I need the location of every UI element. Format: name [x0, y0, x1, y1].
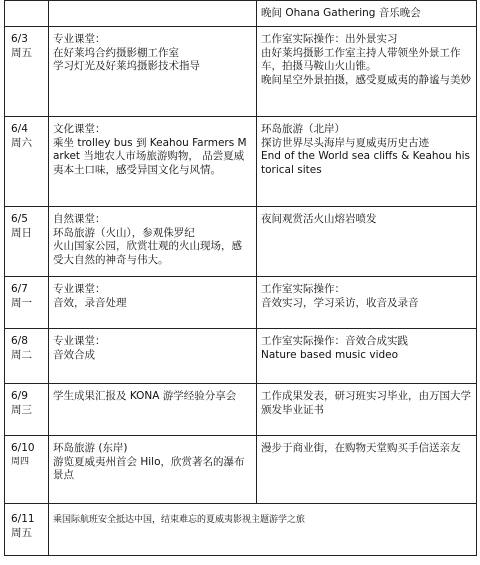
table-row: [5, 1, 477, 27]
morning-line: 学习灯光及好莱坞摄影技术指导: [53, 60, 200, 72]
weekday-text: 周一: [11, 296, 32, 309]
morning-line: 专业课堂：: [53, 335, 106, 347]
morning-cell: [49, 436, 257, 504]
afternoon-line: 由好莱坞摄影工作室主持人带领坐外景工作车，拍摄马鞍山火山锥。: [261, 46, 461, 72]
afternoon-line: 工作成果发表，研习班实习毕业，由万国大学颁发毕业证书: [261, 390, 471, 416]
afternoon-cell: [257, 436, 477, 504]
morning-line: 音效合成: [53, 348, 95, 361]
date-text: 6/9: [11, 390, 28, 402]
date-text: 6/5: [11, 213, 28, 225]
afternoon-cell: [257, 329, 477, 384]
table-row: [5, 384, 477, 436]
weekday-text: 周三: [11, 403, 32, 416]
weekday-text: 周五: [11, 526, 32, 539]
afternoon-line: 工作室实际操作：出外景实习: [261, 33, 398, 45]
date-cell: [5, 384, 49, 436]
morning-line: 文化课堂：: [53, 123, 106, 135]
afternoon-line: End of the World sea cliffs & Keahou historical sites: [261, 150, 470, 176]
afternoon-cell: [257, 1, 477, 27]
afternoon-line: 工作室实际操作：: [261, 283, 345, 295]
itinerary-table: [4, 0, 477, 556]
date-cell: [5, 27, 49, 117]
date-text: 6/4: [11, 123, 28, 135]
date-cell: [5, 277, 49, 329]
table-row: [5, 504, 477, 556]
date-text: 6/11: [11, 513, 35, 525]
table-row: [5, 329, 477, 384]
afternoon-line: Nature based music video: [261, 348, 399, 361]
afternoon-cell: [257, 277, 477, 329]
afternoon-line: 音效实习，学习采访，收音及录音: [261, 296, 419, 309]
morning-line: 环岛旅游 (东岸): [53, 442, 128, 454]
morning-cell: [49, 277, 257, 329]
morning-line: 专业课堂：: [53, 283, 106, 295]
weekday-text: 周五: [11, 46, 32, 59]
date-cell: [5, 1, 49, 27]
afternoon-line: 工作室实际操作：音效合成实践: [261, 335, 408, 347]
date-cell: [5, 436, 49, 504]
morning-cell: [49, 207, 257, 277]
closing-cell: [49, 504, 477, 556]
morning-cell: [49, 117, 257, 207]
morning-cell: [49, 1, 257, 27]
morning-line: 火山国家公园，欣赏壮观的火山现场，感受大自然的神奇与伟大。: [53, 240, 242, 266]
afternoon-line: 晚间 Ohana Gathering 音乐晚会: [261, 7, 421, 19]
weekday-text: 周四: [11, 456, 30, 467]
afternoon-line: 夜间观赏活火山熔岩喷发: [261, 213, 377, 225]
morning-cell: [49, 329, 257, 384]
date-cell: [5, 117, 49, 207]
morning-line: 环岛旅游（火山），参观侏罗纪: [53, 226, 195, 239]
morning-line: 学生成果汇报及 KONA 游学经验分享会: [53, 390, 237, 402]
closing-text: 乘国际航班安全抵达中国，结束难忘的夏威夷影视主题游学之旅: [53, 515, 306, 525]
afternoon-cell: [257, 384, 477, 436]
morning-cell: [49, 27, 257, 117]
date-text: 6/3: [11, 33, 28, 45]
weekday-text: 周二: [11, 348, 32, 361]
table-row: [5, 27, 477, 117]
morning-line: 专业课堂：: [53, 33, 106, 45]
morning-line: 音效，录音处理: [53, 296, 127, 309]
afternoon-cell: [257, 117, 477, 207]
morning-line: 自然课堂：: [53, 213, 106, 225]
morning-line: 在好莱坞合约摄影棚工作室: [53, 46, 179, 59]
afternoon-cell: [257, 27, 477, 117]
afternoon-line: 晚间星空外景拍摄，感受夏威夷的静谧与美妙: [261, 73, 471, 86]
table-row: [5, 207, 477, 277]
morning-line: 乘坐 trolley bus 到 Keahou Farmers Market 当地农人市场旅游购物， 品尝夏威夷本土口味，感受异国文化与风情。: [53, 136, 247, 176]
date-cell: [5, 207, 49, 277]
afternoon-line: 漫步于商业街，在购物天堂购买手信送亲友: [261, 442, 461, 454]
date-text: 6/7: [11, 283, 28, 295]
date-text: 6/10: [11, 442, 35, 454]
date-text: 6/8: [11, 335, 28, 347]
afternoon-line: 探访世界尽头海岸与夏威夷历史古迹: [261, 136, 429, 149]
date-cell: [5, 329, 49, 384]
date-cell: [5, 504, 49, 556]
morning-line: 游览夏威夷州首会 Hilo，欣赏著名的瀑布景点: [53, 455, 245, 481]
weekday-text: 周日: [11, 226, 32, 239]
table-row: [5, 277, 477, 329]
afternoon-cell: [257, 207, 477, 277]
table-row: [5, 436, 477, 504]
morning-cell: [49, 384, 257, 436]
table-row: [5, 117, 477, 207]
weekday-text: 周六: [11, 136, 32, 149]
afternoon-line: 环岛旅游（北岸）: [261, 123, 345, 135]
